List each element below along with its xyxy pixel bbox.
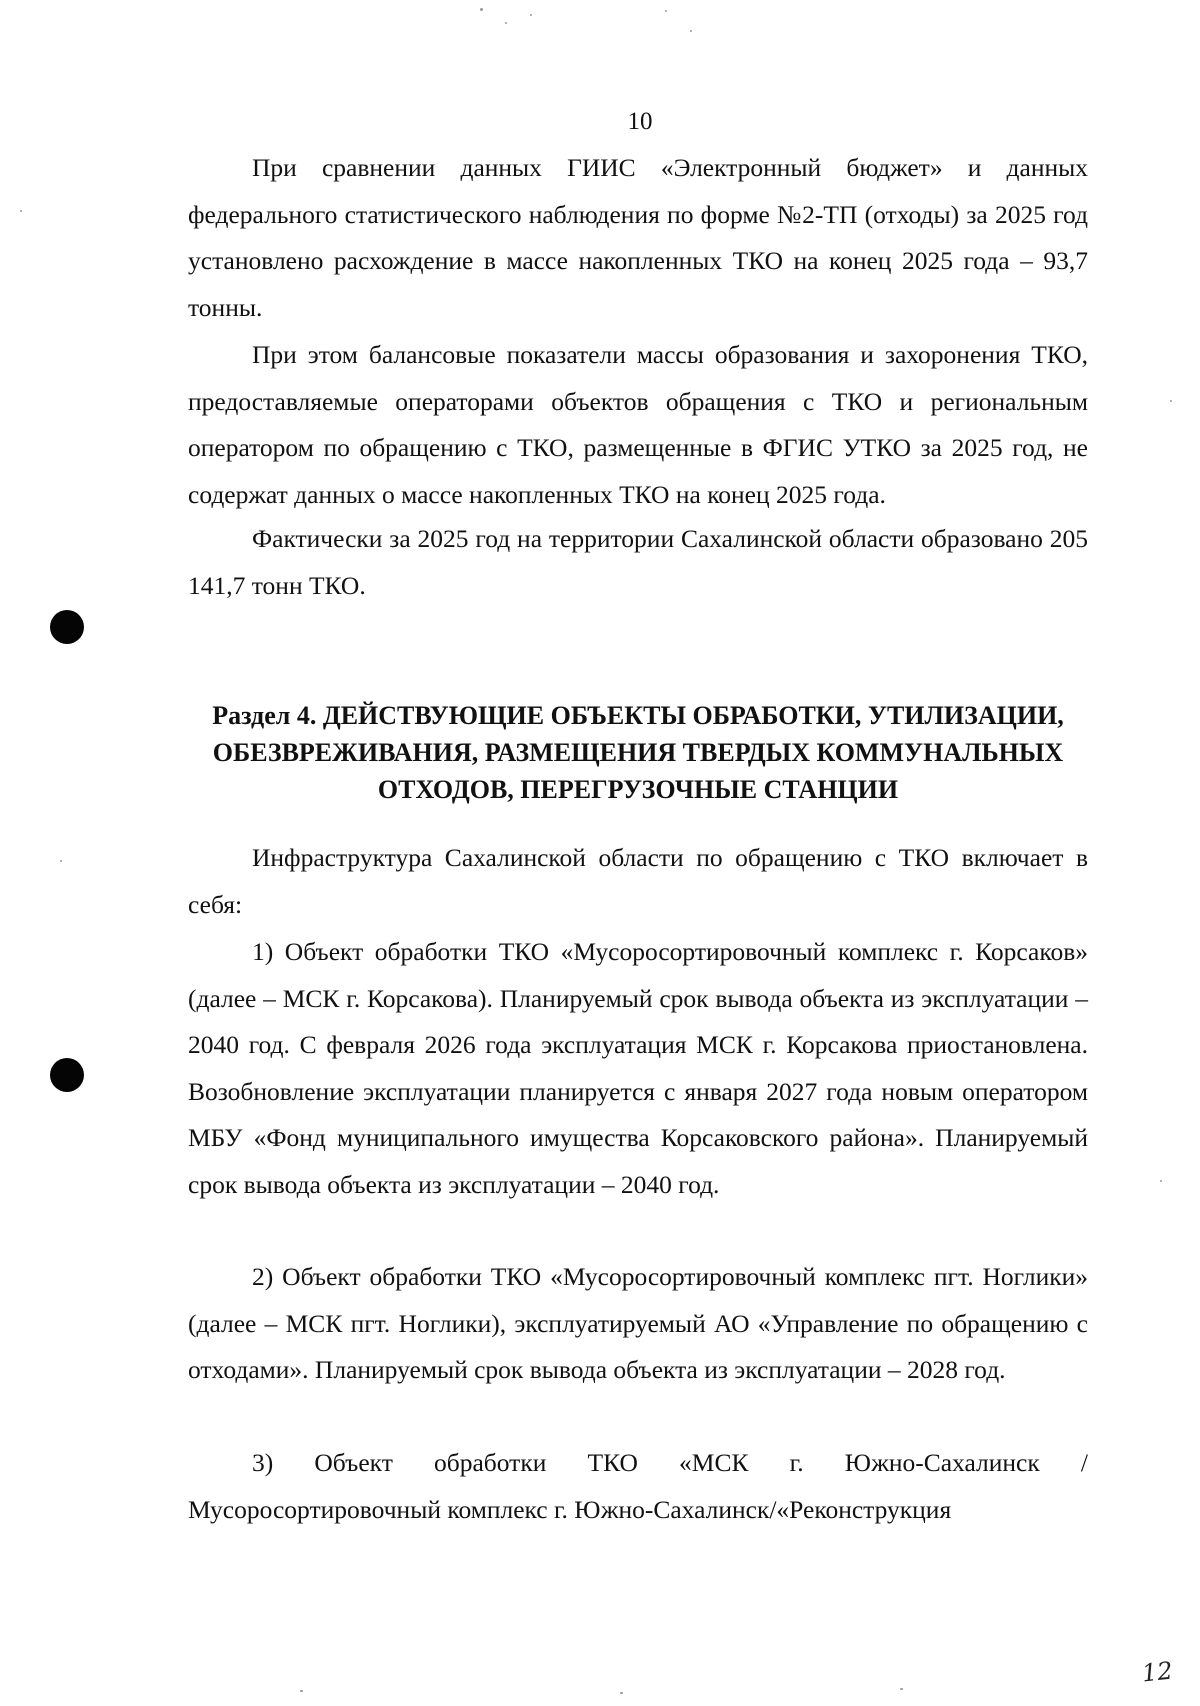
scan-noise	[480, 8, 483, 11]
paragraph-balance-indicators: При этом балансовые показатели массы образования и захоронения ТКО, предоставляемые операторами объектов обращения с ТКО и региональным оператором по обращению с ТКО, размещенные в ФГИС УТКО за 2025 год, не содержат данных о массе накопленных ТКО на конец 2025 года.	[188, 340, 1088, 509]
punch-hole	[50, 610, 84, 644]
scan-noise	[1160, 1180, 1162, 1182]
list-item-msk-nogliki: 2) Объект обработки ТКО «Мусоросортировочный комплекс пгт. Ноглики» (далее – МСК пгт. Ноглики), эксплуатируемый АО «Управление по обращению с отходами». Планируемый срок вывода объекта из эксплуатации – 2028 год.	[188, 1262, 1088, 1384]
paragraph-block	[188, 835, 1088, 928]
handwritten-page-mark: 12	[1140, 1656, 1174, 1688]
scan-noise	[1170, 400, 1172, 402]
paragraph-block	[188, 516, 1088, 609]
paragraph-ggis-comparison: При сравнении данных ГИИС «Электронный бюджет» и данных федерального статистического наблюдения по форме №2-ТП (отходы) за 2025 год установлено расхождение в массе накопленных ТКО на конец 2025 года – 93,7 тонны.	[188, 153, 1088, 322]
list-item-msk-yuzhno-sakhalinsk: 3) Объект обработки ТКО «МСК г. Южно-Сахалинск / Мусоросортировочный комплекс г. Южно-Сахалинск/«Реконструкция	[188, 1448, 1088, 1524]
scan-noise	[505, 22, 507, 24]
scan-noise	[60, 860, 62, 862]
scan-noise	[300, 1690, 303, 1692]
scan-noise	[690, 30, 692, 32]
punch-hole	[50, 1058, 84, 1092]
paragraph-actual-generation: Фактически за 2025 год на территории Сахалинской области образовано 205 141,7 тонн ТКО.	[188, 524, 1088, 600]
paragraph-block	[188, 1440, 1088, 1533]
paragraph-block	[188, 145, 1088, 331]
scan-noise	[20, 210, 22, 212]
list-item-msk-korsakov: 1) Объект обработки ТКО «Мусоросортировочный комплекс г. Корсаков» (далее – МСК г. Корсакова). Планируемый срок вывода объекта из эксплуатации – 2040 год. С февраля 2026 года эксплуатация МСК г. Корсакова приостановлена. Возобновление эксплуатации планируется с января 2027 года новым оператором МБУ «Фонд муниципального имущества Корсаковского района». Планируемый срок вывода объекта из эксплуатации – 2040 год.	[188, 937, 1088, 1199]
scan-noise	[530, 14, 532, 16]
scan-noise	[665, 10, 667, 12]
scan-noise	[900, 1688, 903, 1690]
section-heading: Раздел 4. ДЕЙСТВУЮЩИЕ ОБЪЕКТЫ ОБРАБОТКИ, УТИЛИЗАЦИИ, ОБЕЗВРЕЖИВАНИЯ, РАЗМЕЩЕНИЯ ТВЕРДЫХ КОММУНАЛЬНЫХ ОТХОДОВ, ПЕРЕГРУЗОЧНЫЕ СТАНЦИИ	[212, 701, 1064, 804]
paragraph-block	[188, 332, 1088, 518]
paragraph-block	[188, 1254, 1088, 1394]
scan-noise	[620, 1692, 623, 1694]
paragraph-infrastructure-intro: Инфраструктура Сахалинской области по обращению с ТКО включает в себя:	[188, 843, 1088, 919]
page-number: 10	[627, 108, 653, 135]
paragraph-block	[188, 929, 1088, 1208]
